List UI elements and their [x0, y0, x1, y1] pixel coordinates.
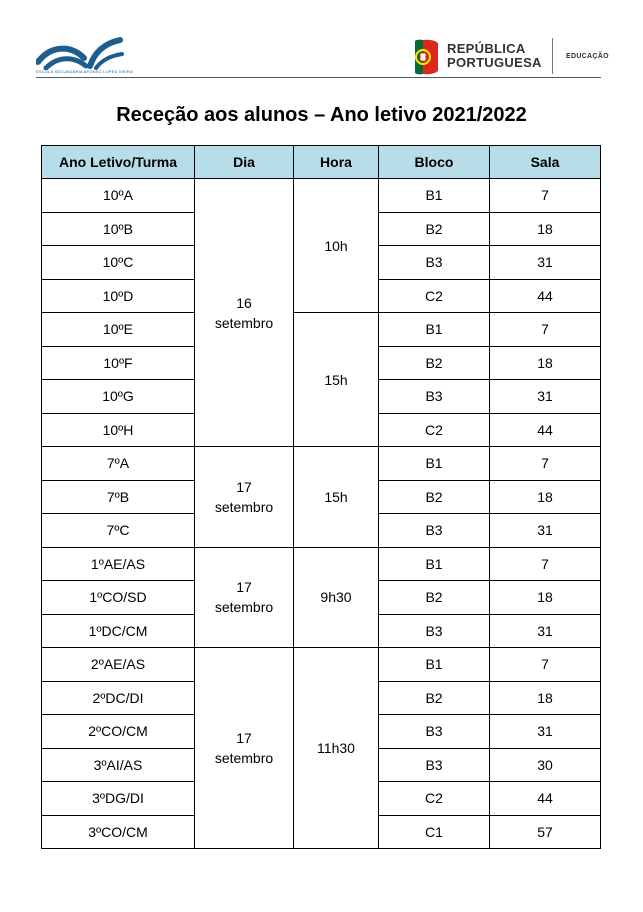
cell-sala: 31: [490, 246, 601, 280]
cell-hora: 15h: [294, 447, 379, 548]
cell-dia: [195, 447, 294, 548]
cell-bloco: B1: [379, 179, 490, 213]
cell-turma: 3ºCO/CM: [42, 815, 195, 849]
cell-hora: 11h30: [294, 648, 379, 849]
col-header-turma: Ano Letivo/Turma: [42, 146, 195, 179]
dia-month: setembro: [214, 599, 274, 616]
cell-sala: 18: [490, 212, 601, 246]
cell-turma: 3ºAI/AS: [42, 748, 195, 782]
dia-number: 17: [236, 579, 252, 596]
dia-number: 17: [236, 730, 252, 746]
cell-sala: 7: [490, 447, 601, 481]
cell-dia: [195, 547, 294, 648]
cell-bloco: B2: [379, 681, 490, 715]
cell-sala: 7: [490, 313, 601, 347]
cell-sala: 44: [490, 413, 601, 447]
cell-sala: 44: [490, 279, 601, 313]
dia-month: setembro: [214, 498, 274, 515]
schedule-table: [41, 145, 601, 849]
ministry-label: EDUCAÇÃO: [566, 53, 609, 60]
cell-turma: 7ºC: [42, 514, 195, 548]
cell-turma: 1ºDC/CM: [42, 614, 195, 648]
dia-month: setembro: [214, 314, 274, 331]
cell-bloco: B3: [379, 748, 490, 782]
col-header-sala: Sala: [490, 146, 601, 179]
table-header-row: [42, 146, 601, 179]
cell-sala: 57: [490, 815, 601, 849]
cell-sala: 31: [490, 715, 601, 749]
cell-bloco: B2: [379, 581, 490, 615]
cell-bloco: B1: [379, 648, 490, 682]
cell-turma: 10ºC: [42, 246, 195, 280]
cell-turma: 10ºA: [42, 179, 195, 213]
school-logo-icon: [36, 36, 126, 70]
cell-turma: 10ºF: [42, 346, 195, 380]
cell-sala: 18: [490, 581, 601, 615]
cell-sala: 7: [490, 547, 601, 581]
cell-turma: 10ºB: [42, 212, 195, 246]
cell-sala: 31: [490, 514, 601, 548]
table-row: [42, 648, 601, 682]
table-row: [42, 547, 601, 581]
cell-dia: [195, 648, 294, 849]
table-row: [42, 447, 601, 481]
cell-turma: 2ºCO/CM: [42, 715, 195, 749]
cell-sala: 18: [490, 681, 601, 715]
cell-turma: 2ºDC/DI: [42, 681, 195, 715]
gov-name-line1: REPÚBLICA: [447, 41, 526, 56]
page-header: [0, 0, 643, 90]
dia-number: 16: [236, 294, 252, 311]
cell-sala: 18: [490, 346, 601, 380]
cell-bloco: B2: [379, 212, 490, 246]
school-name: ESCOLA SECUNDÁRIA AFONSO LOPES VIEIRA: [36, 69, 133, 74]
cell-dia: [195, 179, 294, 447]
cell-bloco: B3: [379, 514, 490, 548]
cell-turma: 10ºH: [42, 413, 195, 447]
portugal-flag-emblem-icon: [411, 37, 441, 77]
cell-sala: 18: [490, 480, 601, 514]
cell-turma: 3ºDG/DI: [42, 782, 195, 816]
cell-bloco: B3: [379, 715, 490, 749]
table-row: [42, 313, 601, 347]
cell-bloco: B1: [379, 447, 490, 481]
cell-turma: 10ºD: [42, 279, 195, 313]
cell-turma: 1ºAE/AS: [42, 547, 195, 581]
cell-bloco: C1: [379, 815, 490, 849]
dia-month: setembro: [214, 750, 274, 766]
col-header-hora: Hora: [294, 146, 379, 179]
cell-bloco: C2: [379, 782, 490, 816]
cell-bloco: B2: [379, 480, 490, 514]
cell-hora: 15h: [294, 313, 379, 447]
cell-sala: 31: [490, 614, 601, 648]
cell-bloco: B1: [379, 313, 490, 347]
cell-sala: 30: [490, 748, 601, 782]
page-title: Receção aos alunos – Ano letivo 2021/2022: [116, 104, 527, 126]
gov-divider: [552, 38, 553, 74]
gov-name-line2: PORTUGUESA: [447, 55, 542, 70]
table-row: [42, 179, 601, 213]
dia-number: 17: [236, 478, 252, 495]
header-rule: [36, 77, 601, 78]
col-header-dia: Dia: [195, 146, 294, 179]
cell-turma: 2ºAE/AS: [42, 648, 195, 682]
cell-turma: 1ºCO/SD: [42, 581, 195, 615]
cell-sala: 31: [490, 380, 601, 414]
cell-turma: 7ºA: [42, 447, 195, 481]
gov-emblem: [411, 37, 441, 77]
cell-bloco: B2: [379, 346, 490, 380]
gov-name: [447, 42, 542, 70]
cell-sala: 7: [490, 648, 601, 682]
cell-bloco: B3: [379, 380, 490, 414]
cell-bloco: B3: [379, 246, 490, 280]
cell-turma: 7ºB: [42, 480, 195, 514]
cell-turma: 10ºE: [42, 313, 195, 347]
cell-hora: 10h: [294, 179, 379, 313]
cell-sala: 7: [490, 179, 601, 213]
cell-hora: 9h30: [294, 547, 379, 648]
col-header-bloco: Bloco: [379, 146, 490, 179]
cell-bloco: C2: [379, 279, 490, 313]
cell-bloco: C2: [379, 413, 490, 447]
cell-sala: 44: [490, 782, 601, 816]
cell-turma: 10ºG: [42, 380, 195, 414]
cell-bloco: B3: [379, 614, 490, 648]
cell-bloco: B1: [379, 547, 490, 581]
